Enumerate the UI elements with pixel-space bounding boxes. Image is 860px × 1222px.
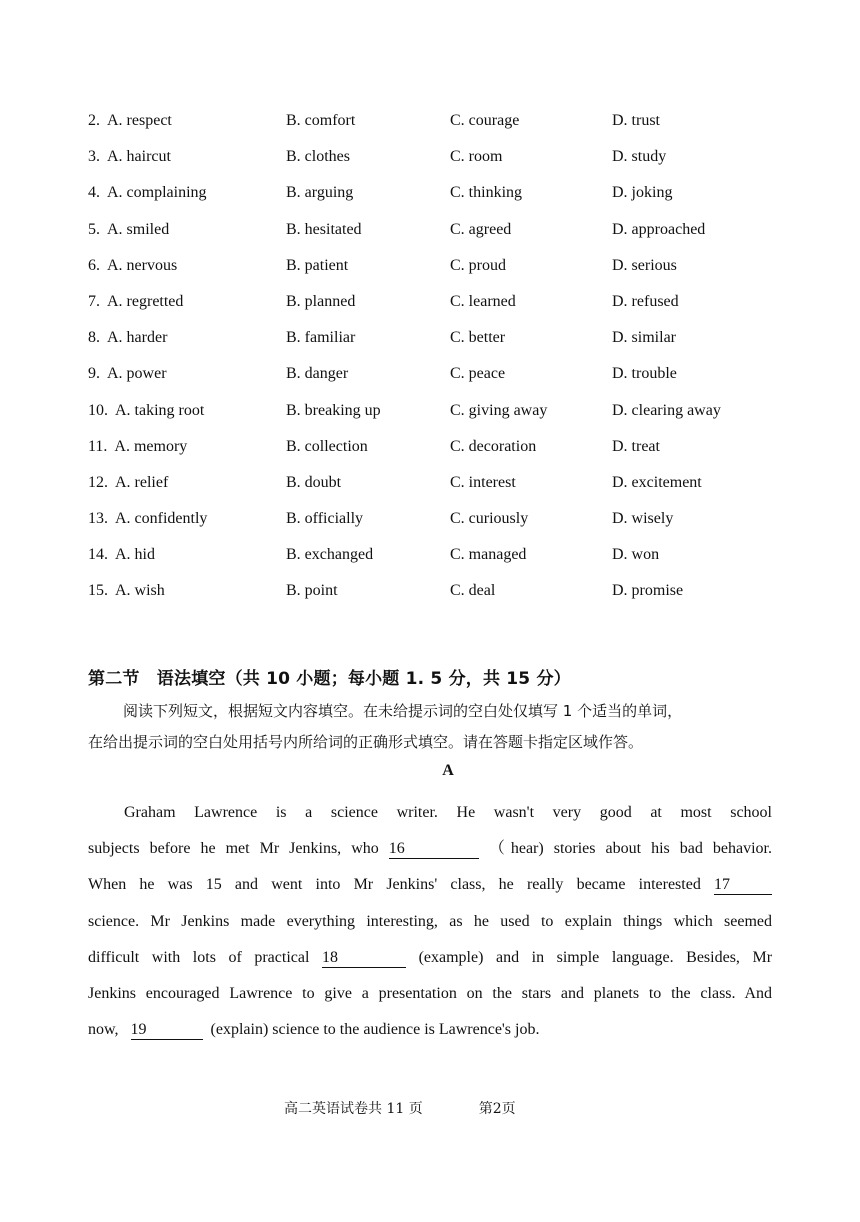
option-b: B. exchanged	[286, 546, 374, 564]
option-b: B. hesitated	[286, 220, 362, 238]
blank-18[interactable]: 18	[322, 949, 406, 968]
instruction-line: 阅读下列短文，根据短文内容填空。在未给提示词的空白处仅填写 1 个适当的单词，	[123, 702, 683, 720]
section-instructions	[88, 696, 778, 758]
option-c: C. courage	[450, 112, 520, 129]
option-d: D. study	[612, 148, 667, 166]
question-number: 14.	[88, 546, 108, 564]
blank-16[interactable]: 16	[389, 840, 479, 859]
passage-line: subjects before he met Mr Jenkins, who 16 （hear) stories about his bad behavior.	[88, 840, 773, 858]
passage-line: science. Mr Jenkins made everything interesting, as he used to explain things which seemed	[88, 912, 772, 930]
option-b: B. doubt	[286, 473, 342, 491]
passage-text	[88, 795, 772, 1048]
option-a	[88, 578, 165, 604]
option-row	[88, 470, 788, 506]
option-c: C. thinking	[450, 184, 523, 202]
option-row	[88, 217, 788, 253]
option-c: C. managed	[450, 546, 527, 564]
option-c: C. proud	[450, 256, 506, 274]
option-a	[88, 361, 167, 387]
question-number: 12.	[88, 473, 108, 491]
option-row	[88, 108, 788, 144]
blank-17[interactable]: 17	[714, 876, 772, 895]
section-title: 第二节 语法填空（共 10 小题；每小题 1. 5 分，共 15 分）	[88, 669, 571, 689]
option-a	[88, 217, 169, 243]
question-number: 3.	[88, 148, 100, 166]
option-a-text: A. harder	[107, 329, 168, 347]
option-row	[88, 144, 788, 180]
option-a-text: A. regretted	[107, 292, 184, 310]
instruction-line: 在给出提示词的空白处用括号内所给词的正确形式填空。请在答题卡指定区域作答。	[88, 733, 644, 751]
option-d: D. wisely	[612, 510, 674, 528]
option-a-text: A. complaining	[107, 184, 207, 202]
option-d: D. joking	[612, 184, 673, 202]
option-c: C. deal	[450, 582, 496, 600]
question-number: 11.	[88, 437, 108, 455]
passage-line: Jenkins encouraged Lawrence to give a presentation on the stars and planets to the class. And	[88, 984, 772, 1002]
option-c: C. interest	[450, 473, 516, 491]
option-c: C. room	[450, 148, 503, 166]
option-row	[88, 542, 788, 578]
footer-text: 高二英语试卷共 11 页	[284, 1101, 423, 1117]
option-a	[88, 506, 207, 532]
option-c: C. peace	[450, 365, 506, 383]
option-d: D. won	[612, 546, 660, 564]
option-a-text: A. respect	[107, 112, 172, 129]
option-d: D. trust	[612, 112, 660, 129]
option-a	[88, 144, 171, 170]
passage-line: difficult with lots of practical 18 (example) and in simple language. Besides, Mr	[88, 948, 773, 966]
question-number: 9.	[88, 365, 100, 383]
question-number: 5.	[88, 220, 100, 238]
option-a-text: A. smiled	[107, 220, 170, 238]
option-c: C. giving away	[450, 401, 548, 419]
option-c: C. decoration	[450, 437, 537, 455]
question-number: 13.	[88, 510, 108, 528]
option-b: B. familiar	[286, 329, 356, 347]
option-c: C. learned	[450, 292, 516, 310]
option-d: D. promise	[612, 582, 684, 600]
option-b: B. point	[286, 582, 338, 600]
option-b: B. patient	[286, 256, 349, 274]
option-a	[88, 180, 207, 206]
option-row	[88, 506, 788, 542]
option-a-text: A. relief	[115, 473, 169, 491]
question-number: 4.	[88, 184, 100, 202]
option-a-text: A. power	[107, 365, 167, 383]
question-number: 15.	[88, 582, 108, 600]
option-a	[88, 325, 167, 351]
option-a-text: A. wish	[115, 582, 165, 600]
passage-label: A	[442, 762, 454, 779]
option-d: D. treat	[612, 437, 660, 455]
option-b: B. collection	[286, 437, 368, 455]
option-b: B. clothes	[286, 148, 350, 166]
option-a-text: A. taking root	[115, 401, 205, 419]
option-c: C. better	[450, 329, 506, 347]
option-a-text: A. nervous	[107, 256, 178, 274]
option-d: D. serious	[612, 256, 677, 274]
page-number: 第2页	[478, 1101, 516, 1117]
option-a	[88, 253, 177, 279]
option-b: B. comfort	[286, 112, 356, 129]
option-row	[88, 289, 788, 325]
option-row	[88, 361, 788, 397]
question-number: 7.	[88, 292, 100, 310]
option-a	[88, 542, 155, 568]
option-b: B. breaking up	[286, 401, 381, 419]
option-a	[88, 289, 183, 315]
option-row	[88, 578, 788, 614]
option-a-text: A. haircut	[107, 148, 171, 166]
page-footer	[284, 1098, 516, 1118]
option-a-text: A. hid	[115, 546, 155, 564]
option-d: D. similar	[612, 329, 676, 347]
option-b: B. arguing	[286, 184, 354, 202]
passage-line: now, 19 (explain) science to the audience is Lawrence's job.	[88, 1021, 540, 1039]
option-row	[88, 398, 788, 434]
option-row	[88, 253, 788, 289]
option-d: D. refused	[612, 292, 679, 310]
passage-line: When he was 15 and went into Mr Jenkins' class, he really became interested 17	[88, 867, 772, 903]
question-number: 2.	[88, 112, 100, 129]
option-b: B. danger	[286, 365, 349, 383]
option-a	[88, 108, 172, 134]
question-number: 8.	[88, 329, 100, 347]
option-d: D. clearing away	[612, 401, 721, 419]
question-number: 6.	[88, 256, 100, 274]
option-c: C. agreed	[450, 220, 512, 238]
question-number: 10.	[88, 401, 108, 419]
option-b: B. officially	[286, 510, 364, 528]
option-b: B. planned	[286, 292, 356, 310]
option-a-text: A. confidently	[115, 510, 208, 528]
option-d: D. approached	[612, 220, 706, 238]
option-row	[88, 325, 788, 361]
answer-options-list	[88, 108, 788, 615]
option-d: D. excitement	[612, 473, 702, 491]
option-a	[88, 398, 204, 424]
option-a	[88, 434, 187, 460]
option-row	[88, 180, 788, 216]
option-a	[88, 470, 168, 496]
option-a-text: A. memory	[114, 437, 188, 455]
option-row	[88, 434, 788, 470]
blank-19[interactable]: 19	[131, 1021, 203, 1040]
option-c: C. curiously	[450, 510, 529, 528]
option-d: D. trouble	[612, 365, 677, 383]
passage-line: Graham Lawrence is a science writer. He wasn't very good at most school	[124, 804, 772, 821]
